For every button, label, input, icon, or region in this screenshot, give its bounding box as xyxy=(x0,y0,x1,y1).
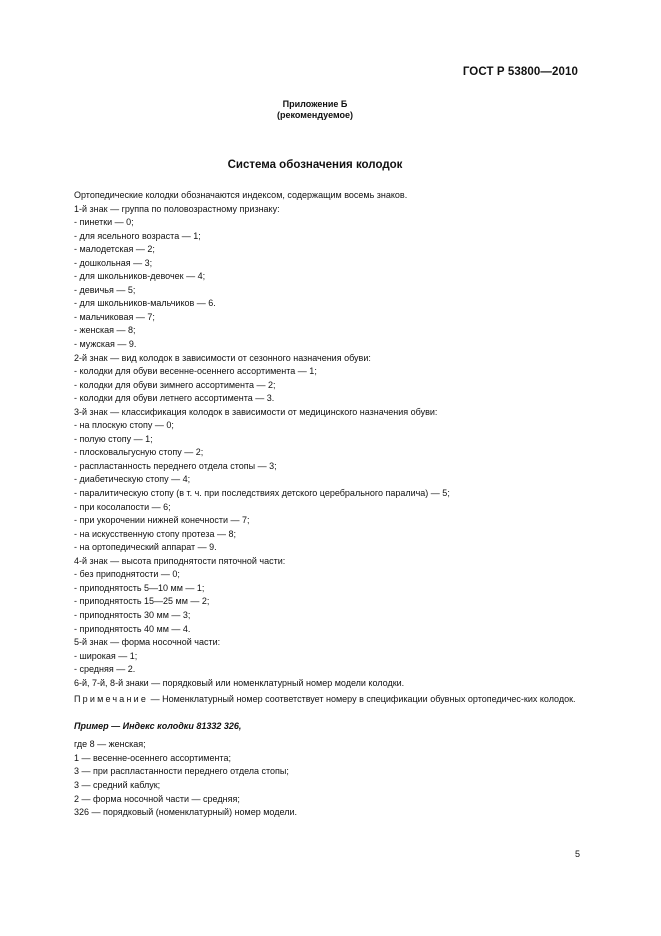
body-line: Ортопедические колодки обозначаются индексом, содержащим восемь знаков. xyxy=(74,190,408,200)
list-item: - мальчиковая — 7; xyxy=(74,311,155,322)
list-item: - при косолапости — 6; xyxy=(74,501,171,512)
body-line: 6-й, 7-й, 8-й знаки — порядковый или номенклатурный номер модели колодки. xyxy=(74,677,405,688)
note-label: Примечание xyxy=(74,694,149,705)
list-item: - паралитическую стопу (в т. ч. при последствиях детского церебрального паралича) — 5; xyxy=(74,488,450,499)
body-line: 2-й знак — вид колодок в зависимости от сезонного назначения обуви: xyxy=(74,352,371,363)
note-text: — Номенклатурный номер соответствует номеру в спецификации обувных ортопедичес-ких колодок. xyxy=(148,694,576,705)
example-line: 2 — форма носочной части — средняя; xyxy=(74,793,240,804)
list-item: - женская — 8; xyxy=(74,325,136,336)
list-item: - для школьников-девочек — 4; xyxy=(74,271,206,282)
list-item: - для школьников-мальчиков — 6. xyxy=(74,298,216,309)
annex-status: (рекомендуемое) xyxy=(277,110,353,120)
body-line: 3-й знак — классификация колодок в зависимости от медицинского назначения обуви: xyxy=(74,406,438,417)
list-item: - на плоскую стопу — 0; xyxy=(74,420,174,431)
list-item: - на ортопедический аппарат — 9. xyxy=(74,542,217,553)
list-item: - приподнятость 5—10 мм — 1; xyxy=(74,582,205,593)
list-item: - распластанность переднего отдела стопы — 3; xyxy=(74,460,277,471)
list-item: - диабетическую стопу — 4; xyxy=(74,474,191,485)
list-item: - для ясельного возраста — 1; xyxy=(74,230,201,241)
page-number: 5 xyxy=(575,849,581,859)
list-item: - приподнятость 30 мм — 3; xyxy=(74,609,191,620)
example-line: где 8 — женская; xyxy=(74,739,146,750)
list-item: - дошкольная — 3; xyxy=(74,257,153,268)
list-item: - плосковальгусную стопу — 2; xyxy=(74,447,204,458)
note-paragraph xyxy=(46,693,586,707)
body-line: 1-й знак — группа по половозрастному признаку: xyxy=(74,203,280,214)
list-item: - при укорочении нижней конечности — 7; xyxy=(74,515,250,526)
list-item: - малодетская — 2; xyxy=(74,244,155,255)
annex-title: Приложение Б xyxy=(282,99,348,109)
body-lines xyxy=(46,189,586,690)
list-item: - колодки для обуви весенне-осеннего ассортимента — 1; xyxy=(74,366,317,377)
list-item: - колодки для обуви зимнего ассортимента — 2; xyxy=(74,379,276,390)
example-line: 1 — весенне-осеннего ассортимента; xyxy=(74,752,231,763)
list-item: - без приподнятости — 0; xyxy=(74,569,180,580)
document-header: ГОСТ Р 53800—2010 xyxy=(462,66,578,78)
list-item: - средняя — 2. xyxy=(74,664,136,675)
list-item: - девичья — 5; xyxy=(74,284,136,295)
list-item: - колодки для обуви летнего ассортимента — 3. xyxy=(74,393,275,404)
list-item: - приподнятость 15—25 мм — 2; xyxy=(74,596,210,607)
list-item: - пинетки — 0; xyxy=(74,217,134,228)
example-title: Пример — Индекс колодки 81332 326, xyxy=(74,720,242,731)
list-item: - широкая — 1; xyxy=(74,650,138,661)
list-item: - на искусственную стопу протеза — 8; xyxy=(74,528,236,539)
document-body xyxy=(46,189,586,820)
section-title: Система обозначения колодок xyxy=(227,159,403,171)
list-item: - приподнятость 40 мм — 4. xyxy=(74,623,191,634)
body-line: 4-й знак — высота приподнятости пяточной части: xyxy=(74,555,286,566)
example-line: 3 — средний каблук; xyxy=(74,779,161,790)
example-line: 326 — порядковый (номенклатурный) номер модели. xyxy=(74,807,297,818)
list-item: - полую стопу — 1; xyxy=(74,433,153,444)
body-line: 5-й знак — форма носочной части: xyxy=(74,637,221,648)
list-item: - мужская — 9. xyxy=(74,339,137,350)
example-line: 3 — при распластанности переднего отдела стопы; xyxy=(74,766,289,777)
